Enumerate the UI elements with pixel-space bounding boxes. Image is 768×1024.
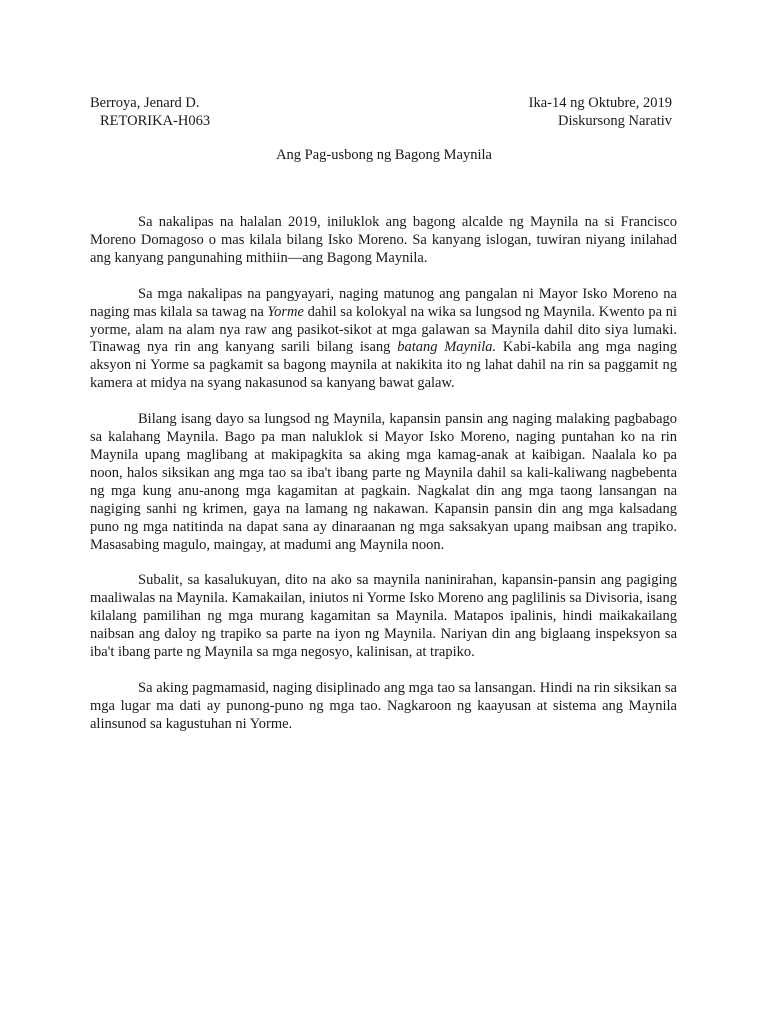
header-right <box>529 94 672 130</box>
paragraph-4: Subalit, sa kasalukuyan, dito na ako sa maynila naninirahan, kapansin-pansin ang pagiging maaliwalas na Maynila. Kamakailan, iniutos ni Yorme Isko Moreno ang paglilinis sa Divisoria, isang kilalang pamilihan ng mga murang kagamitan sa Maynila. Matapos ipalinis, hindi maikakailang naibsan ang daloy ng trapiko sa parte na iyon ng Maynila. Nariyan din ang biglaang inspeksyon sa iba't ibang parte ng Maynila sa mga negosyo, kalinisan, at trapiko. <box>90 572 677 661</box>
paragraph-1: Sa nakalipas na halalan 2019, iniluklok ang bagong alcalde ng Maynila na si Francisco Moreno Domagoso o mas kilala bilang Isko Moreno. Sa kanyang islogan, tuwiran niyang inilahad ang kanyang pangunahing mithiin—ang Bagong Maynila. <box>90 214 677 266</box>
document-date: Ika-14 ng Oktubre, 2019 <box>528 95 672 111</box>
paragraph-2-text-b: dahil sa kolokyal na wika sa lungsod ng Maynila. Kwento pa ni yorme, alam na alam nya raw ang pasikot-sikot at mga galawan sa Maynila dahil dito siya lumaki. Tinawag nya rin ang kanyang sarili bilang isang <box>90 303 677 356</box>
paragraph-2-text-a: Sa mga nakalipas na pangyayari, naging matunog ang pangalan ni Mayor Isko Moreno na naging mas kilala sa tawag na <box>90 285 677 320</box>
document-title: Ang Pag-usbong ng Bagong Maynila <box>276 147 492 163</box>
paragraph-2-italic-yorme: Yorme <box>267 303 304 320</box>
paragraph-5: Sa aking pagmamasid, naging disiplinado ang mga tao sa lansangan. Hindi na rin siksikan sa mga lugar ma dati ay punong-puno ng mga tao. Nagkaroon ng kaayusan at sistema ang Maynila alinsunod sa kagustuhan ni Yorme. <box>90 679 677 732</box>
paragraph-2-text-c: Kabi-kabila ang mga naging aksyon ni Yorme sa pagkamit sa bagong maynila at nakikita ito ng lahat dahil na rin sa paggamit ng kamera at midya na syang nakasunod sa kanyang bawat galaw. <box>90 339 677 392</box>
header-left <box>90 94 210 130</box>
course-code: RETORIKA-H063 <box>100 113 211 129</box>
paragraph-2-italic-batang-maynila: batang Maynila. <box>397 339 497 356</box>
author-name: Berroya, Jenard D. <box>90 95 200 111</box>
document-type: Diskursong Narativ <box>558 113 672 129</box>
paragraph-2 <box>90 286 677 393</box>
paragraph-3: Bilang isang dayo sa lungsod ng Maynila, kapansin pansin ang naging malaking pagbabago sa kalahang Maynila. Bago pa man naluklok si Mayor Isko Moreno, naging puntahan ko na rin Maynila upang maglibang at makipagkita sa aking mga kamag-anak at kaibigan. Naalala ko pa noon, halos siksikan ang mga tao sa iba't ibang parte ng Maynila dahil sa kali-kaliwang nagbebenta ng mga kung anu-anong mga kagamitan at pagkain. Nagkalat din ang mga taong lansangan na nagiging sanhi ng krimen, gaya na lamang ng nakawan. Kapansin pansin din ang mga kalsadang puno ng mga natitinda na dapat sana ay dinaraanan ng mga saksakyan upang maibsan ang trapiko. Masasabing magulo, maingay, at madumi ang Maynila noon. <box>90 411 677 553</box>
document-body <box>90 214 677 752</box>
